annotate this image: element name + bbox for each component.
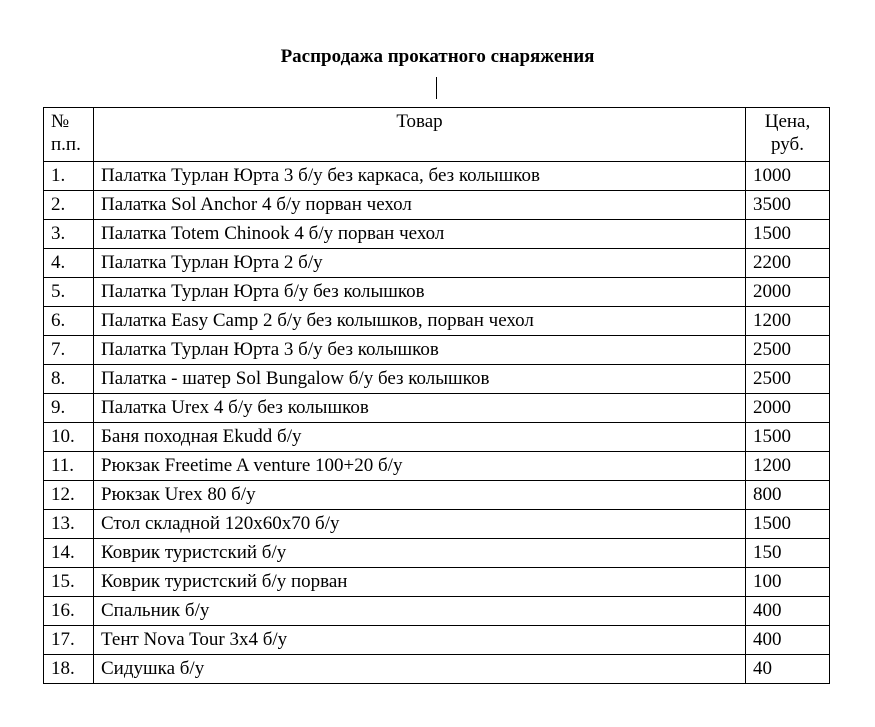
row-item: Рюкзак Urex 80 б/у bbox=[94, 481, 746, 510]
row-item: Палатка Sol Anchor 4 б/у порван чехол bbox=[94, 191, 746, 220]
document-title: Распродажа прокатного снаряжения bbox=[280, 46, 595, 67]
row-item: Сидушка б/у bbox=[94, 655, 746, 684]
row-item: Стол складной 120х60х70 б/у bbox=[94, 510, 746, 539]
table-row bbox=[44, 307, 830, 336]
row-price: 2500 bbox=[746, 336, 830, 365]
row-price: 1000 bbox=[746, 162, 830, 191]
row-price: 400 bbox=[746, 626, 830, 655]
row-item: Баня походная Ekudd б/у bbox=[94, 423, 746, 452]
table-row bbox=[44, 539, 830, 568]
row-price: 1500 bbox=[746, 423, 830, 452]
row-number: 13. bbox=[44, 510, 94, 539]
row-price: 2000 bbox=[746, 278, 830, 307]
table-row bbox=[44, 336, 830, 365]
row-item: Палатка Easy Camp 2 б/у без колышков, порван чехол bbox=[94, 307, 746, 336]
row-number: 8. bbox=[44, 365, 94, 394]
row-number: 15. bbox=[44, 568, 94, 597]
table-row bbox=[44, 162, 830, 191]
table-row bbox=[44, 568, 830, 597]
row-price: 40 bbox=[746, 655, 830, 684]
row-price: 2200 bbox=[746, 249, 830, 278]
row-item: Палатка Турлан Юрта 3 б/у без колышков bbox=[94, 336, 746, 365]
row-number: 3. bbox=[44, 220, 94, 249]
text-cursor bbox=[436, 77, 437, 99]
price-table bbox=[43, 107, 830, 684]
row-number: 17. bbox=[44, 626, 94, 655]
row-item: Тент Nova Tour 3х4 б/у bbox=[94, 626, 746, 655]
row-number: 9. bbox=[44, 394, 94, 423]
row-number: 14. bbox=[44, 539, 94, 568]
header-price-line1: Цена, bbox=[764, 111, 811, 132]
row-number: 7. bbox=[44, 336, 94, 365]
row-item: Палатка Турлан Юрта 3 б/у без каркаса, без колышков bbox=[94, 162, 746, 191]
row-item: Рюкзак Freetime A venture 100+20 б/у bbox=[94, 452, 746, 481]
table-row bbox=[44, 655, 830, 684]
row-price: 1500 bbox=[746, 220, 830, 249]
table-row bbox=[44, 365, 830, 394]
row-item: Палатка Urex 4 б/у без колышков bbox=[94, 394, 746, 423]
header-number bbox=[44, 108, 94, 162]
table-row bbox=[44, 510, 830, 539]
row-item: Палатка - шатер Sol Bungalow б/у без колышков bbox=[94, 365, 746, 394]
table-row bbox=[44, 191, 830, 220]
row-number: 6. bbox=[44, 307, 94, 336]
row-number: 2. bbox=[44, 191, 94, 220]
table-row bbox=[44, 481, 830, 510]
row-number: 11. bbox=[44, 452, 94, 481]
table-row bbox=[44, 597, 830, 626]
table-row bbox=[44, 394, 830, 423]
row-item: Спальник б/у bbox=[94, 597, 746, 626]
header-number-line1: № bbox=[51, 111, 70, 132]
table-row bbox=[44, 626, 830, 655]
table-row bbox=[44, 278, 830, 307]
row-item: Коврик туристский б/у bbox=[94, 539, 746, 568]
row-number: 5. bbox=[44, 278, 94, 307]
row-number: 4. bbox=[44, 249, 94, 278]
row-item: Палатка Турлан Юрта б/у без колышков bbox=[94, 278, 746, 307]
row-price: 100 bbox=[746, 568, 830, 597]
header-price-line2: руб. bbox=[771, 134, 804, 155]
row-item: Палатка Totem Chinook 4 б/у порван чехол bbox=[94, 220, 746, 249]
row-price: 150 bbox=[746, 539, 830, 568]
header-item: Товар bbox=[94, 108, 746, 162]
row-number: 18. bbox=[44, 655, 94, 684]
row-price: 1200 bbox=[746, 452, 830, 481]
table-row bbox=[44, 452, 830, 481]
header-number-line2: п.п. bbox=[51, 134, 81, 155]
row-price: 400 bbox=[746, 597, 830, 626]
row-price: 1200 bbox=[746, 307, 830, 336]
row-number: 1. bbox=[44, 162, 94, 191]
row-price: 800 bbox=[746, 481, 830, 510]
header-price bbox=[746, 108, 830, 162]
row-number: 12. bbox=[44, 481, 94, 510]
row-price: 1500 bbox=[746, 510, 830, 539]
row-item: Палатка Турлан Юрта 2 б/у bbox=[94, 249, 746, 278]
row-price: 2000 bbox=[746, 394, 830, 423]
row-price: 3500 bbox=[746, 191, 830, 220]
row-number: 10. bbox=[44, 423, 94, 452]
row-number: 16. bbox=[44, 597, 94, 626]
table-row bbox=[44, 220, 830, 249]
table-row bbox=[44, 249, 830, 278]
table-row bbox=[44, 423, 830, 452]
row-item: Коврик туристский б/у порван bbox=[94, 568, 746, 597]
table-header-row bbox=[44, 108, 830, 162]
row-price: 2500 bbox=[746, 365, 830, 394]
